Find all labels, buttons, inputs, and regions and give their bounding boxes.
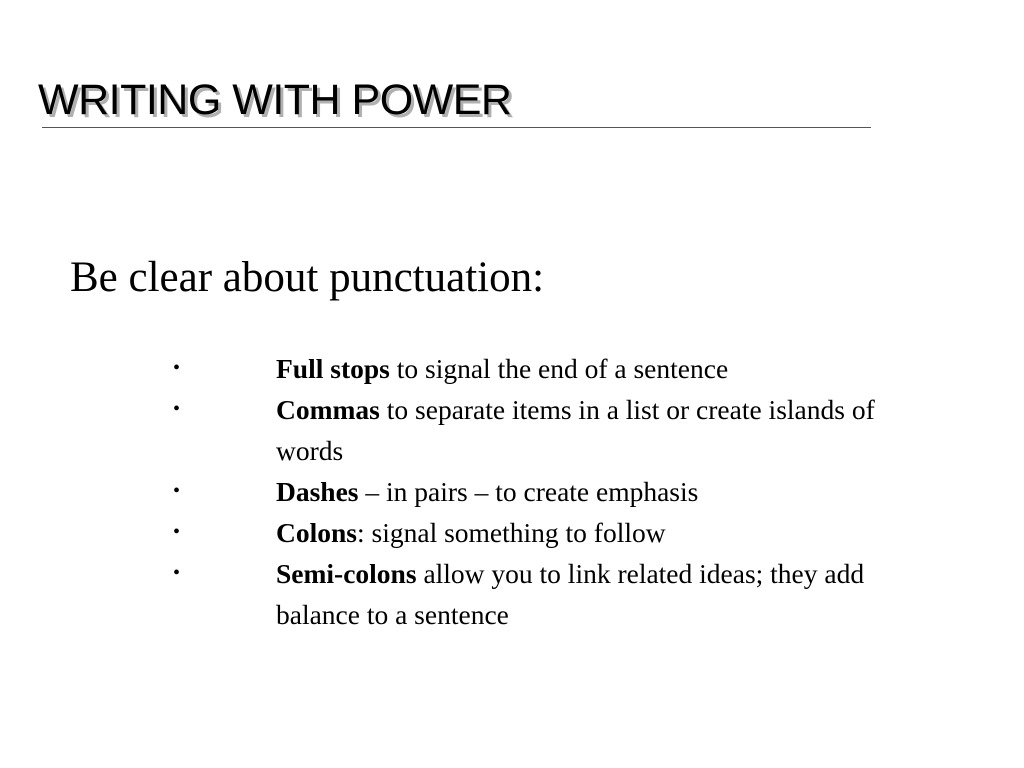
- bullet-description: to separate items in a list or create islands of words: [276, 394, 875, 466]
- bullet-item-semi-colons: [170, 553, 910, 635]
- bullet-text: [276, 348, 910, 389]
- slide-subheading: Be clear about punctuation:: [70, 254, 545, 301]
- bullet-description: allow you to link related ideas; they add balance to a sentence: [276, 558, 865, 630]
- bullet-item-full-stops: [170, 348, 910, 389]
- bullet-term: Full stops: [276, 353, 390, 384]
- bullet-item-commas: [170, 389, 910, 471]
- bullet-text: [276, 512, 910, 553]
- bullet-icon: •: [173, 480, 181, 502]
- bullet-text: [276, 553, 910, 635]
- bullet-icon: •: [173, 521, 181, 543]
- bullet-icon: •: [173, 357, 181, 379]
- title-divider: [42, 127, 871, 128]
- bullet-term: Colons: [276, 517, 357, 548]
- bullet-text: [276, 471, 910, 512]
- bullet-description: – in pairs – to create emphasis: [358, 476, 699, 507]
- bullet-item-dashes: [170, 471, 910, 512]
- bullet-description: to signal the end of a sentence: [389, 353, 729, 384]
- bullet-icon: •: [173, 562, 181, 584]
- bullet-term: Dashes: [276, 476, 359, 507]
- slide-title: WRITING WITH POWER: [38, 76, 512, 124]
- punctuation-bullet-list: [170, 348, 910, 635]
- bullet-term: Semi-colons: [276, 558, 417, 589]
- bullet-icon: •: [173, 398, 181, 420]
- bullet-item-colons: [170, 512, 910, 553]
- bullet-text: [276, 389, 910, 471]
- bullet-term: Commas: [276, 394, 380, 425]
- bullet-description: : signal something to follow: [357, 517, 666, 548]
